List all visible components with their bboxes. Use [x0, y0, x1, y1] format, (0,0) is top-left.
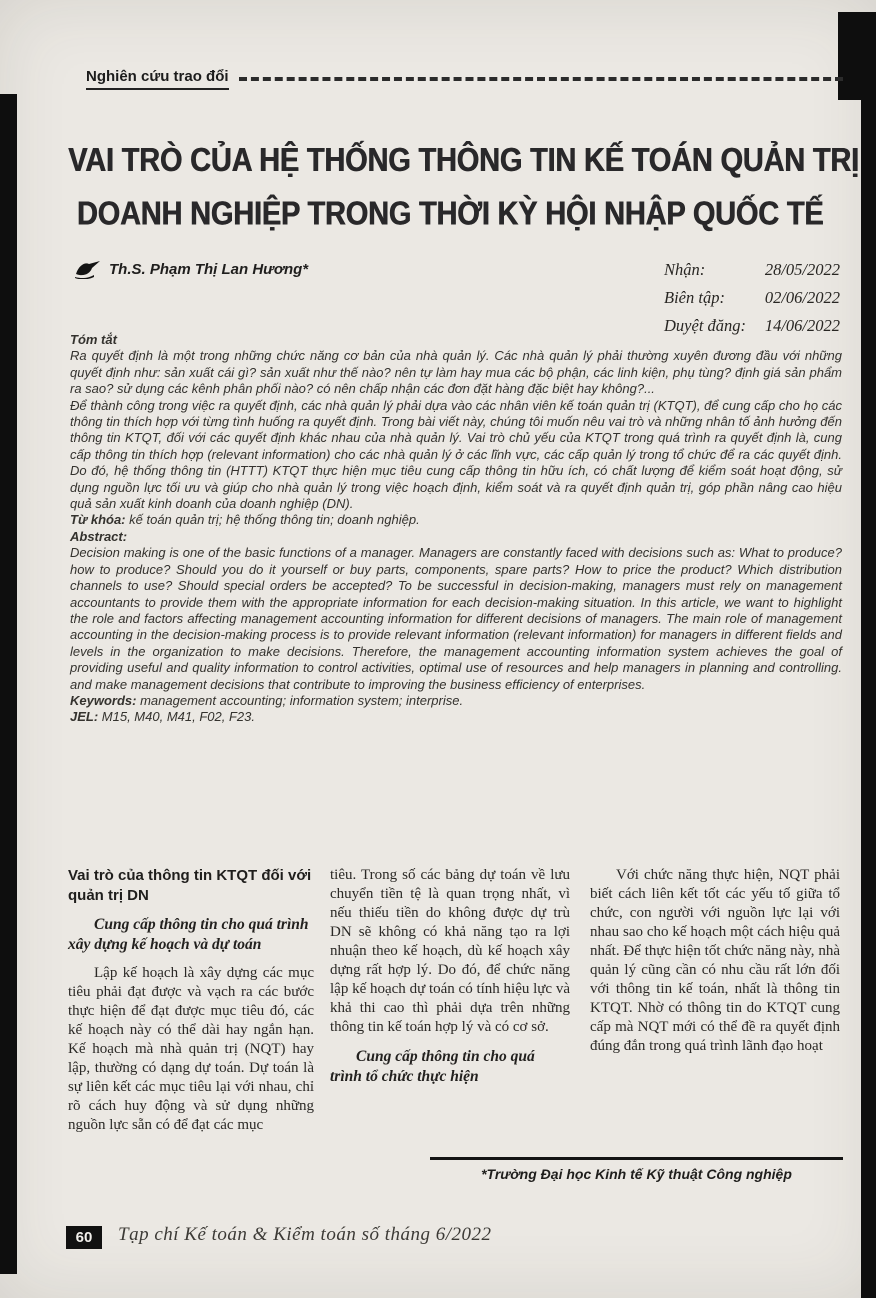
- abstract-en-heading: Abstract:: [70, 528, 128, 544]
- body-paragraph-col2: tiêu. Trong số các bảng dự toán về lưu chuyển tiền tệ là quan trọng nhất, vì nếu thiếu tiền do không được dự trù DN sẽ không có khả năng tạo ra lợi nhuận theo kế hoạch, dù kế hoạch xây dựng rất hợp lý. Do đó, để chức năng lập kế hoạch dự toán có tính hiệu lực và khả thi cao thì phải dựa trên những thông tin kế toán hợp lý và có cơ sở.: [330, 867, 570, 1035]
- scan-edge-right-bar: [861, 100, 876, 1298]
- date-received: [664, 256, 840, 284]
- author-name: Th.S. Phạm Thị Lan Hương*: [109, 261, 309, 278]
- section-kicker-label: Nghiên cứu trao đổi: [86, 68, 229, 90]
- date-received-value: 28/05/2022: [764, 260, 840, 279]
- keywords-en-text: management accounting; information system; interprise.: [140, 692, 464, 708]
- journal-name-footer: Tạp chí Kế toán & Kiểm toán số tháng 6/2022: [118, 1224, 492, 1245]
- scan-edge-left-bar: [0, 94, 17, 1274]
- writing-hand-icon: [74, 260, 102, 279]
- article-dates: [664, 256, 840, 340]
- keywords-vi-line: [70, 512, 842, 528]
- scan-corner-top-right: [838, 12, 876, 100]
- subheading-implementation: Cung cấp thông tin cho quá trình tổ chức thực hiện: [330, 1048, 535, 1085]
- article-title-line2: DOANH NGHIỆP TRONG THỜI KỲ HỘI NHẬP QUỐC TẾ: [76, 195, 824, 233]
- abstract-vi-paragraph-2: Để thành công trong việc ra quyết định, các nhà quản lý phải dựa vào các nhân viên kế toán quản trị (KTQT), để cung cấp cho họ các thông tin thích hợp với từng tình huống ra quyết định. Trong bài viết này, chúng tôi muốn nêu vai trò và những nhân tố ảnh hưởng đến thông tin KTQT, đối với các quyết định khác nhau của nhà quản lý. Vai trò chủ yếu của KTQT trong quá trình ra quyết định là, cung cấp thông tin thích hợp (relevant information) cho các nhà quản lý ở các lĩnh vực, các cấp quản lý trong tổ chức để ra các quyết định. Do đó, hệ thống thông tin (HTTT) KTQT thực hiện mục tiêu cung cấp thông tin hữu ích, có chất lượng để kiểm soát hoạt động, sử dụng nguồn lực tối ưu và giúp cho nhà quản lý trong việc hoạch định, kiểm soát và ra quyết định quản trị, góp phần nâng cao hiệu quả sản xuất kinh doanh của doanh nghiệp (DN).: [70, 397, 842, 512]
- kicker-dashed-rule: [239, 77, 843, 81]
- page-number-badge: 60: [66, 1226, 102, 1249]
- jel-line: [70, 709, 842, 725]
- keywords-en-line: [70, 693, 842, 709]
- jel-label: JEL:: [70, 709, 99, 725]
- keywords-vi-label: Từ khóa:: [70, 512, 126, 528]
- section-heading-role-of-ktqt: Vai trò của thông tin KTQT đối với quản trị DN: [68, 867, 312, 904]
- date-edited: [664, 284, 840, 312]
- abstract-section: [70, 332, 842, 726]
- abstract-vi-paragraph-1: Ra quyết định là một trong những chức năng cơ bản của nhà quản lý. Các nhà quản lý phải thường xuyên đương đầu với những quyết định như: sản xuất cái gì? sản xuất như thế nào? nên tự làm hay mua các bộ phận, các linh kiện, phụ tùng? định giá sản phẩm ra sao? sử dụng các kênh phân phối nào? có nên chấp nhận các đơn đặt hàng đặc biệt hay không?...: [70, 348, 842, 397]
- footnote-rule: [430, 1157, 843, 1160]
- abstract-en-paragraph: Decision making is one of the basic functions of a manager. Managers are constantly faced with decisions such as: What to produce? how to produce? Should you do it yourself or buy parts, components, spare parts? How to price the product? Which distribution channels to use? Should special orders be accepted? To be successful in decision-making, managers must rely on management accountants to provide them with the appropriate information for each decision-making situation. In this article, we want to highlight the role and factors affecting management accounting information for different decisions of managers. The main role of management accounting in the decision-making process is to provide relevant information (relevant information) for managers in different fields and levels in the organization to make decisions. Therefore, the management accounting information system achieves the goal of providing useful and quality information to control activities, optimal use of resources and help managers in planning and controlling. and make management decisions that contribute to improving the business efficiency of enterprises.: [70, 545, 842, 692]
- body-column-1: [68, 866, 314, 1135]
- article-title: [68, 134, 859, 241]
- date-edited-label: Biên tập:: [664, 288, 725, 307]
- keywords-en-label: Keywords:: [70, 692, 137, 708]
- body-paragraph-col1: Lập kế hoạch là xây dựng các mục tiêu phải đạt được và vạch ra các bước thực hiện để đạt được mục tiêu đó, các kế hoạch này có thể dài hay ngắn hạn. Kế hoạch mà nhà quản trị (NQT) hay lập, thường có dạng dự toán. Dự toán là sự liên kết các mục tiêu lại với nhau, chỉ rõ cách huy động và sử dụng những nguồn lực sẵn có để đạt các mục: [68, 965, 314, 1133]
- date-approved-value: 14/06/2022: [764, 316, 840, 335]
- date-edited-value: 02/06/2022: [764, 288, 840, 307]
- date-received-label: Nhận:: [664, 260, 706, 279]
- author-row: [74, 260, 308, 279]
- abstract-vi-heading: Tóm tắt: [70, 332, 117, 347]
- body-paragraph-col3: Với chức năng thực hiện, NQT phải biết cách liên kết tốt các yếu tố giữa tổ chức, con người với nguồn lực lại với nhau sao cho kế hoạch một cách hiệu quả nhất. Để thực hiện tốt chức năng này, nhà quản lý cũng cần có nhu cầu rất lớn đối với thông tin kế toán, nhất là thông tin KTQT. Nhờ có thông tin do KTQT cung cấp mà NQT mới có thể đề ra quyết định đúng đắn trong quá trình lãnh đạo hoạt: [590, 867, 840, 1054]
- body-column-3: [590, 866, 840, 1056]
- jel-text: M15, M40, M41, F02, F23.: [101, 709, 255, 725]
- article-title-line1: VAI TRÒ CỦA HỆ THỐNG THÔNG TIN KẾ TOÁN QUẢN TRỊ: [68, 142, 859, 180]
- author-affiliation-footnote: *Trường Đại học Kinh tế Kỹ thuật Công nghiệp: [481, 1166, 792, 1182]
- subheading-planning-budgeting: Cung cấp thông tin cho quá trình xây dựng kế hoạch và dự toán: [68, 916, 309, 953]
- body-column-2: [330, 866, 570, 1087]
- section-kicker-row: [86, 68, 843, 90]
- keywords-vi-text: kế toán quản trị; hệ thống thông tin; doanh nghiệp.: [129, 512, 420, 528]
- date-approved-label: Duyệt đăng:: [664, 316, 747, 335]
